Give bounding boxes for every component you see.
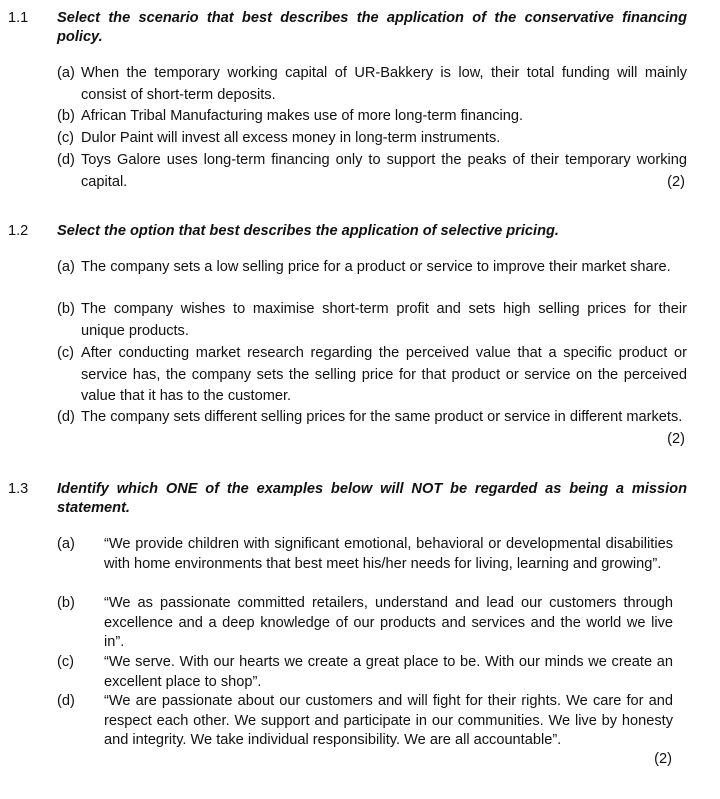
option-label: (c): [57, 130, 75, 146]
marks-1-3: (2): [654, 751, 672, 767]
option-text: When the temporary working capital of UR-Bakkery is low, their total funding will mainly consist of short-term deposits.: [81, 65, 687, 103]
option-text: After conducting market research regarding the perceived value that a specific product or service has, the company sets the selling price for that product or service on the perceived value that it has to the customer.: [81, 345, 687, 404]
marks-1-2: (2): [667, 431, 685, 447]
option-text: “We provide children with significant emotional, behavioral or developmental disabilities with home environments that best meet his/her needs for living, learning and growing”.: [104, 536, 673, 572]
option-label: (b): [57, 301, 75, 317]
question-number: 1.1: [8, 10, 29, 26]
option-text: The company wishes to maximise short-term profit and sets high selling prices for their unique products.: [81, 301, 687, 339]
marks-1-1: (2): [667, 174, 685, 190]
option-label: (a): [57, 65, 75, 81]
option-label: (b): [57, 108, 75, 124]
option-label: (a): [57, 259, 75, 275]
option-text: The company sets different selling prices for the same product or service in different markets.: [81, 409, 683, 425]
question-number: 1.3: [8, 481, 29, 497]
question-prompt: Select the option that best describes the application of selective pricing.: [57, 223, 559, 239]
option-text: “We are passionate about our customers and will fight for their rights. We care for and respect each other. We support and participate in our communities. We live by honesty and integrity. We take individual responsibility. We are all accountable”.: [104, 693, 673, 748]
question-prompt: Select the scenario that best describes the application of the conservative financing policy.: [57, 10, 687, 45]
option-text: Toys Galore uses long-term financing only to support the peaks of their temporary working capital.: [81, 152, 687, 190]
option-label: (a): [57, 536, 75, 552]
option-label: (d): [57, 152, 75, 168]
option-label: (b): [57, 595, 75, 611]
option-label: (d): [57, 409, 75, 425]
question-number: 1.2: [8, 223, 29, 239]
option-label: (c): [57, 654, 75, 670]
question-prompt: Identify which ONE of the examples below will NOT be regarded as being a mission statement.: [57, 481, 687, 516]
option-label: (c): [57, 345, 75, 361]
option-label: (d): [57, 693, 75, 709]
option-text: Dulor Paint will invest all excess money in long-term instruments.: [81, 130, 501, 146]
option-text: African Tribal Manufacturing makes use of more long-term financing.: [81, 108, 524, 124]
option-text: “We serve. With our hearts we create a great place to be. With our minds we create an excellent place to shop”.: [104, 654, 673, 690]
option-text: “We as passionate committed retailers, understand and lead our customers through excellence and a deep knowledge of our products and services and the world we live in”.: [104, 595, 673, 650]
option-text: The company sets a low selling price for a product or service to improve their market share.: [81, 259, 671, 275]
